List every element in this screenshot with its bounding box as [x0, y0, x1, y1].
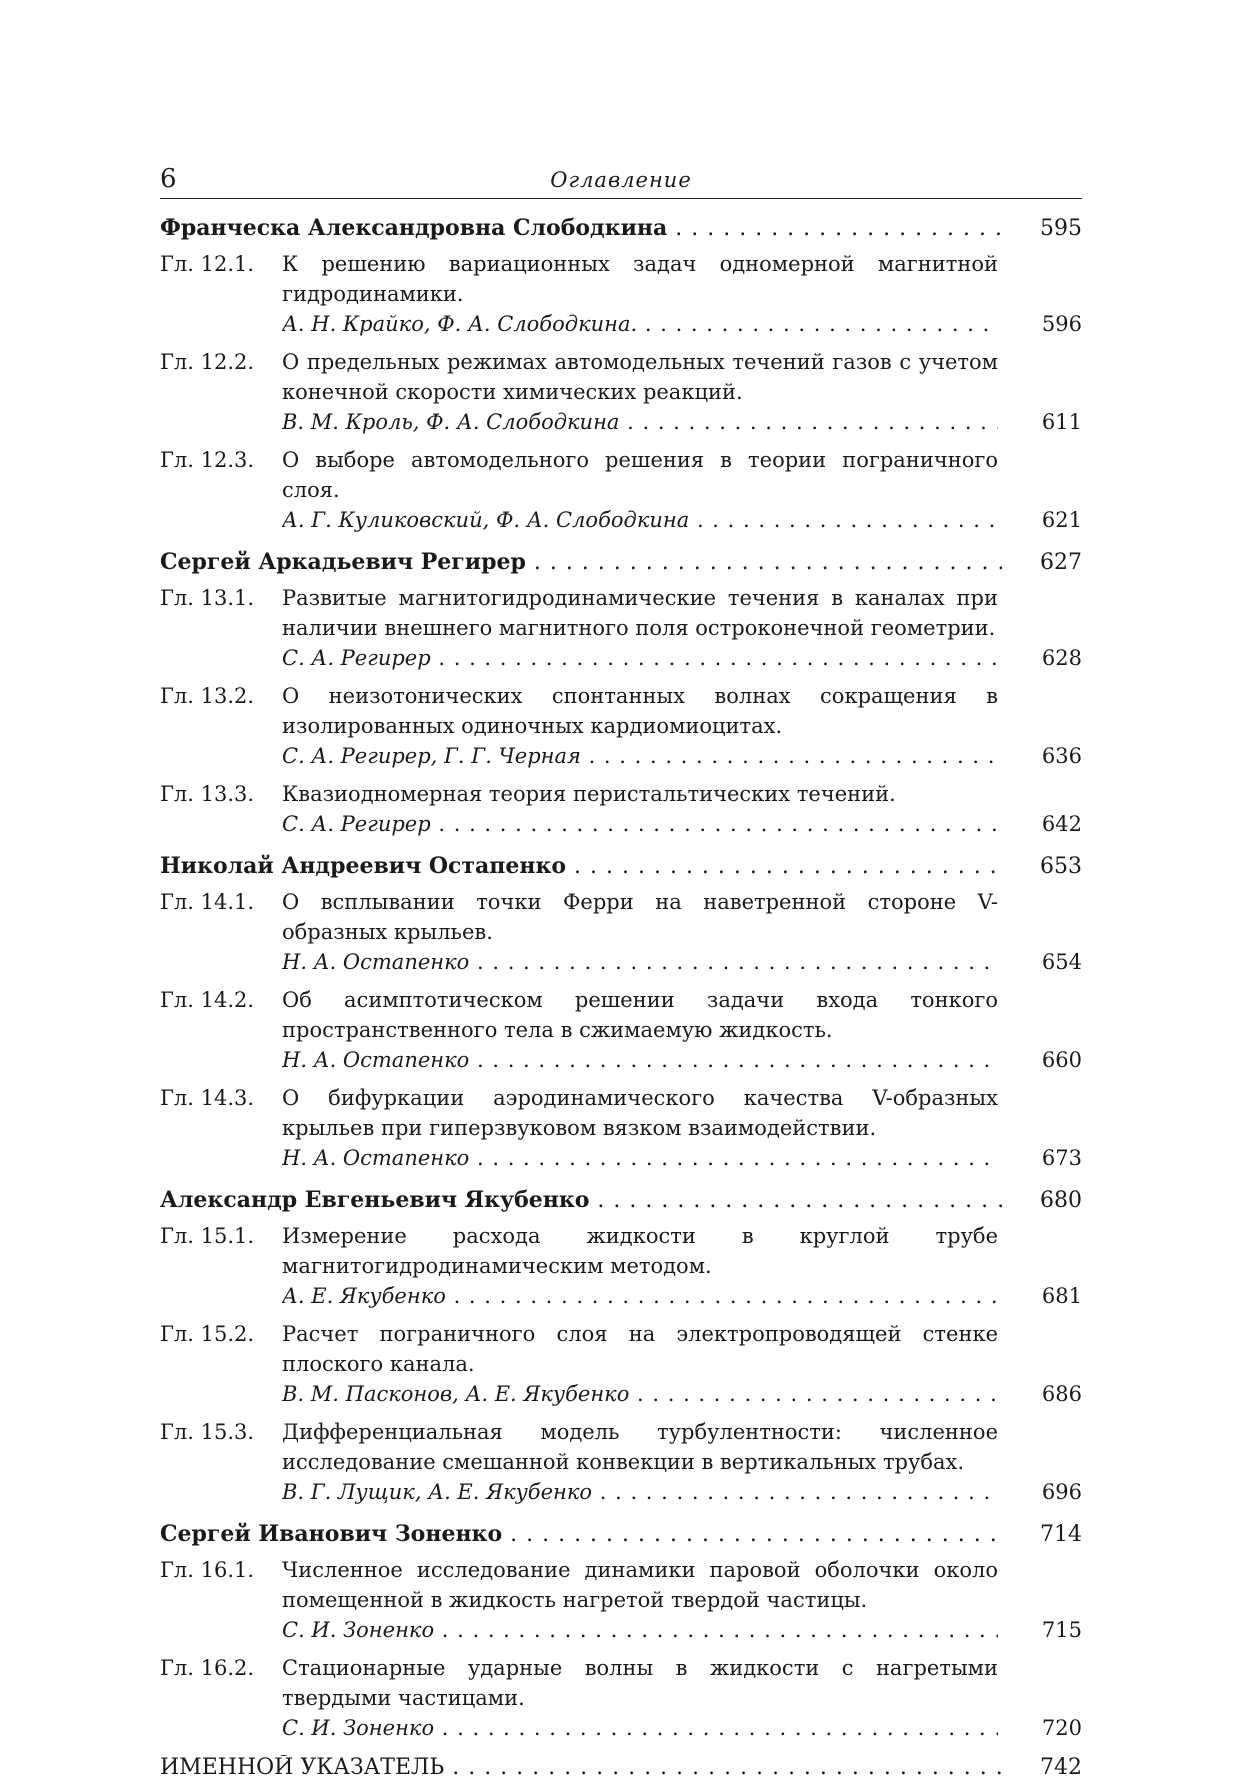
chapter-label: Гл. 13.1.	[160, 586, 255, 610]
page	[160, 160, 1082, 1780]
chapter-body	[282, 1083, 1082, 1173]
author-name: Франческа Александровна Слободкина	[160, 215, 668, 241]
chapter-line	[282, 1379, 1082, 1409]
chapter-label: Гл. 14.2.	[160, 988, 255, 1012]
chapter-line	[282, 407, 1082, 437]
author-name: Сергей Иванович Зоненко	[160, 1521, 503, 1547]
chapter-label: Гл. 15.3.	[160, 1420, 255, 1444]
chapter-label: Гл. 16.1.	[160, 1558, 255, 1582]
chapter-authors: С. И. Зоненко	[282, 1716, 435, 1740]
chapter-label: Гл. 16.2.	[160, 1656, 255, 1680]
chapter-body	[282, 1319, 1082, 1409]
running-header	[160, 160, 1082, 199]
chapter-line	[282, 1143, 1082, 1173]
chapter-body	[282, 1221, 1082, 1311]
chapter-page: 660	[1041, 1048, 1082, 1072]
chapter-entry[interactable]	[160, 445, 1082, 535]
author-page: 653	[1040, 854, 1082, 879]
chapter-leader	[282, 809, 998, 839]
chapter-line	[282, 809, 1082, 839]
index-label: ИМЕННОЙ УКАЗАТЕЛЬ	[160, 1755, 445, 1780]
index-label-leader	[160, 1755, 1002, 1780]
chapter-leader	[282, 1045, 998, 1075]
chapter-page: 720	[1041, 1716, 1082, 1740]
chapter-line	[282, 1477, 1082, 1507]
chapter-page: 696	[1041, 1480, 1082, 1504]
chapter-line	[282, 643, 1082, 673]
chapter-label: Гл. 12.1.	[160, 252, 255, 276]
chapter-title: Численное исследование динамики паровой оболочки около помещенной в жидкость нагретой твердой частицы.	[282, 1558, 998, 1612]
chapter-page: 654	[1041, 950, 1082, 974]
chapter-leader	[282, 643, 998, 673]
author-leader	[160, 853, 1002, 879]
chapter-entry[interactable]	[160, 1221, 1082, 1311]
author-entry[interactable]	[160, 1515, 1082, 1547]
chapter-authors: С. А. Регирер, Г. Г. Черная	[282, 744, 581, 768]
chapter-page: 628	[1041, 646, 1082, 670]
chapter-title: Развитые магнитогидродинамические течения в каналах при наличии внешнего магнитного поля остроконечной геометрии.	[282, 586, 998, 640]
chapter-body	[282, 1417, 1082, 1507]
chapter-label: Гл. 14.3.	[160, 1086, 255, 1110]
chapter-authors: С. А. Регирер	[282, 646, 431, 670]
chapter-authors: В. Г. Лущик, А. Е. Якубенко	[282, 1480, 593, 1504]
chapter-body	[282, 985, 1082, 1075]
author-leader	[160, 1187, 1002, 1213]
chapter-entry[interactable]	[160, 1417, 1082, 1507]
chapter-line	[282, 1281, 1082, 1311]
author-leader	[160, 549, 1002, 575]
author-leader	[160, 215, 1002, 241]
chapter-label: Гл. 12.3.	[160, 448, 255, 472]
chapter-entry[interactable]	[160, 347, 1082, 437]
chapter-page: 681	[1041, 1284, 1082, 1308]
author-page: 627	[1040, 550, 1082, 575]
chapter-entry[interactable]	[160, 779, 1082, 839]
chapter-line	[282, 741, 1082, 771]
chapter-leader	[282, 407, 998, 437]
chapter-body	[282, 1653, 1082, 1743]
chapter-label: Гл. 13.2.	[160, 684, 255, 708]
chapter-authors: А. Н. Крайко, Ф. А. Слободкина.	[282, 312, 638, 336]
chapter-body	[282, 1555, 1082, 1645]
chapter-title: К решению вариационных задач одномерной магнитной гидродинамики.	[282, 252, 998, 306]
page-number: 6	[160, 164, 177, 194]
chapter-entry[interactable]	[160, 681, 1082, 771]
chapter-page: 611	[1041, 410, 1082, 434]
chapter-authors: Н. А. Остапенко	[282, 1048, 470, 1072]
chapter-line	[282, 1713, 1082, 1743]
author-leader	[160, 1521, 1002, 1547]
author-name: Александр Евгеньевич Якубенко	[160, 1187, 590, 1213]
chapter-line	[282, 1045, 1082, 1075]
chapter-body	[282, 249, 1082, 339]
chapter-line	[282, 309, 1082, 339]
chapter-entry[interactable]	[160, 985, 1082, 1075]
author-page: 595	[1040, 216, 1082, 241]
chapter-title: Об асимптотическом решении задачи входа тонкого пространственного тела в сжимаемую жидкость.	[282, 988, 998, 1042]
chapter-leader	[282, 1615, 998, 1645]
chapter-authors: С. И. Зоненко	[282, 1618, 435, 1642]
author-entry[interactable]	[160, 209, 1082, 241]
chapter-body	[282, 887, 1082, 977]
chapter-authors: А. Е. Якубенко	[282, 1284, 446, 1308]
chapter-entry[interactable]	[160, 249, 1082, 339]
chapter-entry[interactable]	[160, 583, 1082, 673]
index-page: 742	[1040, 1755, 1082, 1780]
chapter-page: 673	[1041, 1146, 1082, 1170]
running-title: Оглавление	[550, 168, 692, 192]
chapter-page: 686	[1041, 1382, 1082, 1406]
chapter-line	[282, 947, 1082, 977]
chapter-body	[282, 779, 1082, 839]
chapter-page: 642	[1041, 812, 1082, 836]
chapter-entry[interactable]	[160, 1083, 1082, 1173]
chapter-leader	[282, 1143, 998, 1173]
chapter-authors: В. М. Пасконов, А. Е. Якубенко	[282, 1382, 630, 1406]
chapter-body	[282, 583, 1082, 673]
chapter-title: О предельных режимах автомодельных течений газов с учетом конечной скорости химических реакций.	[282, 350, 998, 404]
chapter-title: Квазиодномерная теория перистальтических течений.	[282, 782, 896, 806]
chapter-title: О всплывании точки Ферри на наветренной стороне V-образных крыльев.	[282, 890, 998, 944]
chapter-leader	[282, 1379, 998, 1409]
chapter-title: О неизотонических спонтанных волнах сокращения в изолированных одиночных кардиомиоцитах.	[282, 684, 998, 738]
chapter-page: 715	[1041, 1618, 1082, 1642]
chapter-label: Гл. 15.1.	[160, 1224, 255, 1248]
author-page: 714	[1040, 1522, 1082, 1547]
chapter-title: Стационарные ударные волны в жидкости с нагретыми твердыми частицами.	[282, 1656, 998, 1710]
chapter-authors: Н. А. Остапенко	[282, 1146, 470, 1170]
chapter-leader	[282, 947, 998, 977]
chapter-entry[interactable]	[160, 1653, 1082, 1743]
chapter-leader	[282, 741, 998, 771]
chapter-authors: А. Г. Куликовский, Ф. А. Слободкина	[282, 508, 690, 532]
chapter-entry[interactable]	[160, 1319, 1082, 1409]
chapter-title: Дифференциальная модель турбулентности: численное исследование смешанной конвекции в вертикальных трубах.	[282, 1420, 998, 1474]
chapter-leader	[282, 1281, 998, 1311]
author-entry[interactable]	[160, 543, 1082, 575]
author-name: Николай Андреевич Остапенко	[160, 853, 567, 879]
author-entry[interactable]	[160, 847, 1082, 879]
author-entry[interactable]	[160, 1181, 1082, 1213]
chapter-label: Гл. 13.3.	[160, 782, 255, 806]
chapter-leader	[282, 1477, 998, 1507]
author-name: Сергей Аркадьевич Регирер	[160, 549, 526, 575]
chapter-body	[282, 347, 1082, 437]
chapter-entry[interactable]	[160, 1555, 1082, 1645]
chapter-body	[282, 445, 1082, 535]
index-entry[interactable]	[160, 1755, 1082, 1780]
table-of-contents	[160, 209, 1082, 1743]
chapter-leader	[282, 1713, 998, 1743]
chapter-title: Расчет пограничного слоя на электропроводящей стенке плоского канала.	[282, 1322, 998, 1376]
chapter-title: О выборе автомодельного решения в теории пограничного слоя.	[282, 448, 998, 502]
chapter-label: Гл. 14.1.	[160, 890, 255, 914]
chapter-label: Гл. 12.2.	[160, 350, 255, 374]
chapter-page: 636	[1041, 744, 1082, 768]
chapter-title: Измерение расхода жидкости в круглой трубе магнитогидродинамическим методом.	[282, 1224, 998, 1278]
chapter-authors: Н. А. Остапенко	[282, 950, 470, 974]
chapter-page: 621	[1041, 508, 1082, 532]
chapter-leader	[282, 505, 998, 535]
chapter-label: Гл. 15.2.	[160, 1322, 255, 1346]
chapter-authors: В. М. Кроль, Ф. А. Слободкина	[282, 410, 620, 434]
chapter-leader	[282, 309, 998, 339]
chapter-page: 596	[1041, 312, 1082, 336]
chapter-title: О бифуркации аэродинамического качества V-образных крыльев при гиперзвуковом вязком взаимодействии.	[282, 1086, 998, 1140]
chapter-line	[282, 505, 1082, 535]
chapter-entry[interactable]	[160, 887, 1082, 977]
chapter-authors: С. А. Регирер	[282, 812, 431, 836]
chapter-body	[282, 681, 1082, 771]
chapter-line	[282, 1615, 1082, 1645]
author-page: 680	[1040, 1188, 1082, 1213]
